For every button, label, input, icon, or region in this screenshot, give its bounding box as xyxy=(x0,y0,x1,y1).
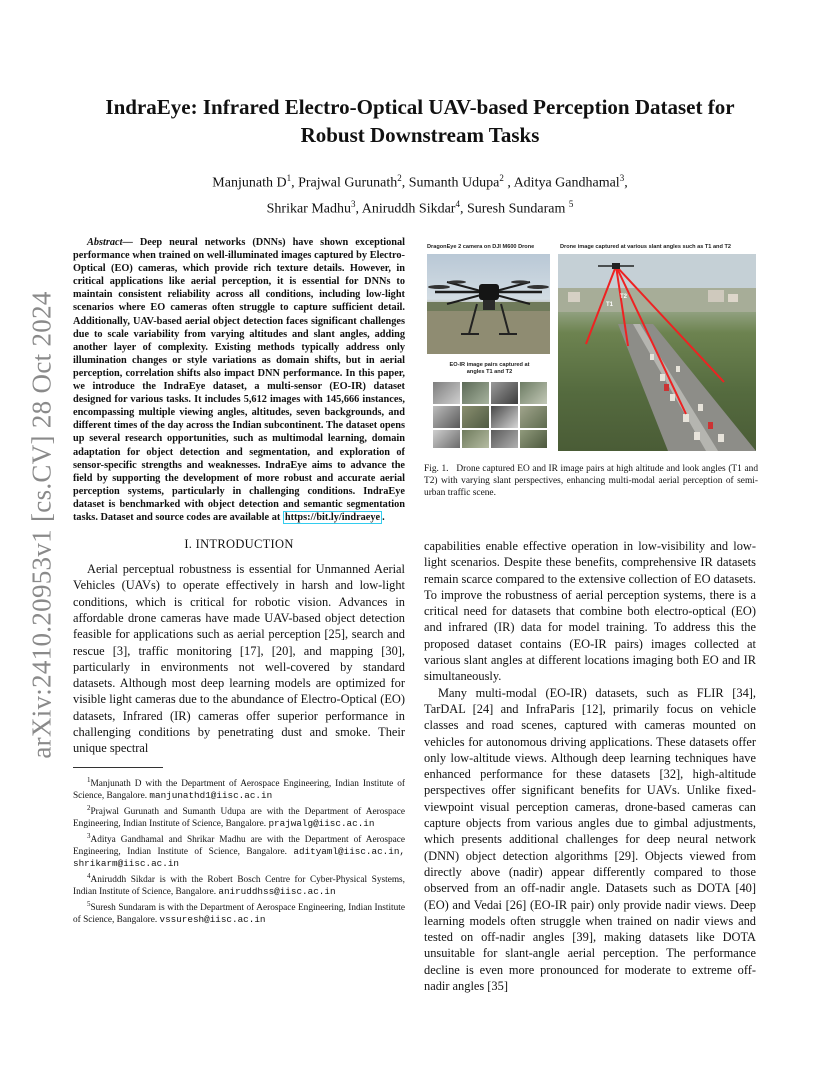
angle-label-t1: T1 xyxy=(606,302,614,308)
footnote-1 xyxy=(73,774,405,802)
eo-thumbnail xyxy=(462,430,489,448)
author-separator: , xyxy=(291,175,299,191)
dataset-link[interactable]: https://bit.ly/indraeye xyxy=(284,511,381,523)
author-list xyxy=(120,168,720,219)
figure-caption-text: Drone captured EO and IR image pairs at high altitude and look angles (T1 and T2) with varying slant perspectives, enhancing multi-modal aerial perception of semi-urban traffic scene. xyxy=(424,464,759,498)
eo-thumbnail xyxy=(462,382,489,404)
footnote-mark: 1 xyxy=(87,775,91,784)
figure-1-caption xyxy=(424,463,758,499)
footnote-email: aniruddhss@iisc.ac.in xyxy=(218,886,336,897)
right-column xyxy=(424,538,756,994)
eo-thumbnail xyxy=(462,406,489,428)
author-line-2 xyxy=(120,194,720,220)
footnote-3 xyxy=(73,830,405,870)
author-affiliation-mark: 4 xyxy=(455,198,460,209)
intro-paragraph-1: Aerial perceptual robustness is essential for Unmanned Aerial Vehicles (UAVs) to operate effectively in harsh and low-light conditions, which is critical for robotic vision. Advances in affordable drone cameras have made UAV-based object detection feasible for applications such as aerial perception [25], search and rescue [3], traffic monitoring [17], [20], and mapping [30], particularly in environments not well-covered by standard datasets. Although most deep learning models are optimized for visible light cameras due to the abundance of Electro-Optical (EO) datasets, Infrared (IR) cameras offer superior performance in challenging conditions by penetrating dust and smoke. Their unique spectral xyxy=(73,562,405,756)
eo-thumbnail xyxy=(520,430,547,448)
ir-thumbnail xyxy=(491,430,518,448)
abstract-label: Abstract xyxy=(87,237,123,248)
footnote-mark: 2 xyxy=(87,803,91,812)
figure-label-eo-ir-pairs xyxy=(437,362,542,376)
footnote-2 xyxy=(73,802,405,830)
paper-title xyxy=(90,93,750,149)
footnote-text: Suresh Sundaram is with the Department of Aerospace Engineering, Indian Institute of Science, Bangalore. xyxy=(73,903,405,926)
ir-thumbnail xyxy=(433,382,460,404)
author-separator: , xyxy=(503,175,514,191)
author-affiliation-mark: 1 xyxy=(286,173,292,183)
author-name: Manjunath D xyxy=(212,175,287,191)
figure-label-slant-angles: Drone image captured at various slant angles such as T1 and T2 xyxy=(560,244,731,250)
ir-thumbnail xyxy=(491,382,518,404)
abstract-text: Deep neural networks (DNNs) have shown exceptional performance when trained on well-illuminated images captured by Electro-Optical (EO) cameras, which provide rich texture details. However, in critical applications like aerial perception, it is essential for DNNs to maintain consistent reliability across all conditions, including low-light scenarios where EO cameras often struggle to capture sufficient detail. Additionally, UAV-based aerial object detection faces significant challenges due to scale variability from varying altitudes and slant angles, adding another layer of complexity. Existing methods typically address only illumination changes or style variations as domain shifts, but in aerial perception, correlation shifts also impact DNN performance. In this paper, we introduce the IndraEye dataset, a multi-sensor (EO-IR) dataset designed for various tasks. It includes 5,612 images with 145,666 instances, encompassing multiple viewing angles, altitudes, seven backgrounds, and different times of the day across the Indian subcontinent. The dataset opens up several research opportunities, such as multimodal learning, domain adaptation for object detection and segmentation, and exploration of sensor-specific strengths and weaknesses. IndraEye aims to advance the field by supporting the development of more robust and accurate aerial perception systems, particularly in challenging conditions. IndraEye dataset is benchmarked with object detection and semantic segmentation tasks. Dataset and source codes are available at xyxy=(73,237,406,523)
intro-paragraph-1-continued: capabilities enable effective operation in low-visibility and low-light scenarios. Despite these benefits, comprehensive IR datasets remain scarce compared to the extensive collection of EO datasets. To improve the robustness of aerial perception systems, there is a critical need for datasets that combine both electro-optical (EO) and infrared (IR) data for model training. To address this the proposed dataset contains (EO-IR pairs) images collected at various slant angles at different locations imaging both EO and IR simultaneously. xyxy=(424,539,756,684)
author-separator: , xyxy=(459,201,467,217)
author-name: Prajwal Gurunath xyxy=(298,175,398,191)
author-name: Shrikar Madhu xyxy=(266,201,352,217)
figure-label-drone-camera: DragonEye 2 camera on DJI M600 Drone xyxy=(427,244,535,250)
author-separator: , xyxy=(401,175,409,191)
author-separator: , xyxy=(355,201,362,217)
author-affiliation-mark: 2 xyxy=(499,173,504,183)
title-line-1: IndraEye: Infrared Electro-Optical UAV-based Perception Dataset for xyxy=(105,95,735,119)
author-name: Aniruddh Sikdar xyxy=(361,201,456,217)
left-column xyxy=(73,236,405,926)
drone-illustration xyxy=(427,254,550,354)
author-line-1 xyxy=(120,168,720,194)
eo-thumbnail xyxy=(520,382,547,404)
eo-thumbnail xyxy=(520,406,547,428)
footnote-mark: 3 xyxy=(87,831,91,840)
footnote-divider xyxy=(73,767,163,768)
author-name: Suresh Sundaram xyxy=(466,201,566,217)
author-affiliation-mark: 3 xyxy=(351,198,356,209)
figure-label-eo-ir-pairs-line-2: angles T1 and T2 xyxy=(466,369,513,375)
footnote-text: Aditya Gandhamal and Shrikar Madhu are with the Department of Aerospace Engineering, Indian Institute of Science, Bangalore. xyxy=(73,834,405,857)
footnote-mark: 5 xyxy=(87,900,91,908)
footnote-5 xyxy=(73,898,405,926)
ir-thumbnail xyxy=(433,430,460,448)
section-heading-introduction: I. INTRODUCTION xyxy=(184,537,294,552)
intro-paragraph-2: Many multi-modal (EO-IR) datasets, such as FLIR [34], TarDAL [24] and InfraParis [12], primarily focus on vehicle classes and road scenes, captured with cameras mounted on vehicles for autonomous driving applications. These datasets offer only low-altitude views. Although deep learning techniques have enhanced performance for these datasets [32], high-altitude perspectives offer significant benefits for UAVs. Unlike fixed-viewpoint visual perception cameras, drone-based cameras can capture objects from various angles due to gimbal adjustments, which presents additional challenges for deep neural network (DNN) object detection algorithms [29]. Objects viewed from directly above (nadir) appear differently compared to those observed from an off-nadir angle. Datasets such as DOTA [40] (EO) and Vedai [26] (EO-IR pair) only provide nadir views. Deep learning models often struggle when trained on nadir views and tested on off-nadir angles [39], making datasets like DOTA unsuitable for slant-angle aerial perception. The performance decline is even more pronounced for moderate to extreme off-nadir angles [35] xyxy=(424,685,756,994)
title-line-2: Robust Downstream Tasks xyxy=(300,123,540,147)
figure-label-eo-ir-pairs-line-1: EO-IR image pairs captured at xyxy=(449,362,530,368)
abstract-dash: — xyxy=(122,237,140,248)
footnote-email: vssuresh@iisc.ac.in xyxy=(159,914,266,926)
arxiv-identifier: arXiv:2410.20953v1 [cs.CV] 28 Oct 2024 xyxy=(26,291,57,759)
ir-thumbnail xyxy=(433,406,460,428)
author-name: Sumanth Udupa xyxy=(408,175,500,191)
ir-thumbnail xyxy=(491,406,518,428)
traffic-scene-illustration xyxy=(558,254,756,451)
figure-1 xyxy=(424,240,758,455)
angle-label-t2: T2 xyxy=(620,294,628,300)
eo-ir-pairs-panel xyxy=(427,358,550,451)
footnotes xyxy=(73,774,405,926)
arxiv-sidebar-stamp xyxy=(22,285,62,765)
abstract xyxy=(73,236,405,524)
drone-photo xyxy=(427,254,550,354)
author-name: Aditya Gandhamal xyxy=(513,175,620,191)
figure-caption-label: Fig. 1. xyxy=(424,464,449,474)
author-affiliation-mark: 2 xyxy=(397,173,402,183)
abstract-end: . xyxy=(382,511,385,523)
footnote-mark: 4 xyxy=(87,871,91,880)
author-separator: , xyxy=(624,175,628,191)
footnote-email: manjunathd1@iisc.ac.in xyxy=(149,789,273,801)
footnote-4 xyxy=(73,870,405,898)
footnote-text: Prajwal Gurunath and Sumanth Udupa are with the Department of Aerospace Engineering, Indian Institute of Science, Bangalore. xyxy=(73,806,405,829)
slant-angle-city-photo xyxy=(558,254,756,451)
author-affiliation-mark: 3 xyxy=(619,173,625,183)
footnote-text: Aniruddh Sikdar is with the Robert Bosch Centre for Cyber-Physical Systems, Indian Institute of Science, Bangalore. xyxy=(73,875,405,897)
footnote-email: adityaml@iisc.ac.in, shrikarm@iisc.ac.in xyxy=(73,845,405,869)
footnote-email: prajwalg@iisc.ac.in xyxy=(268,817,375,829)
footnote-text: Manjunath D with the Department of Aerospace Engineering, Indian Institute of Science, Bangalore. xyxy=(73,778,405,801)
author-affiliation-mark: 5 xyxy=(568,198,574,209)
